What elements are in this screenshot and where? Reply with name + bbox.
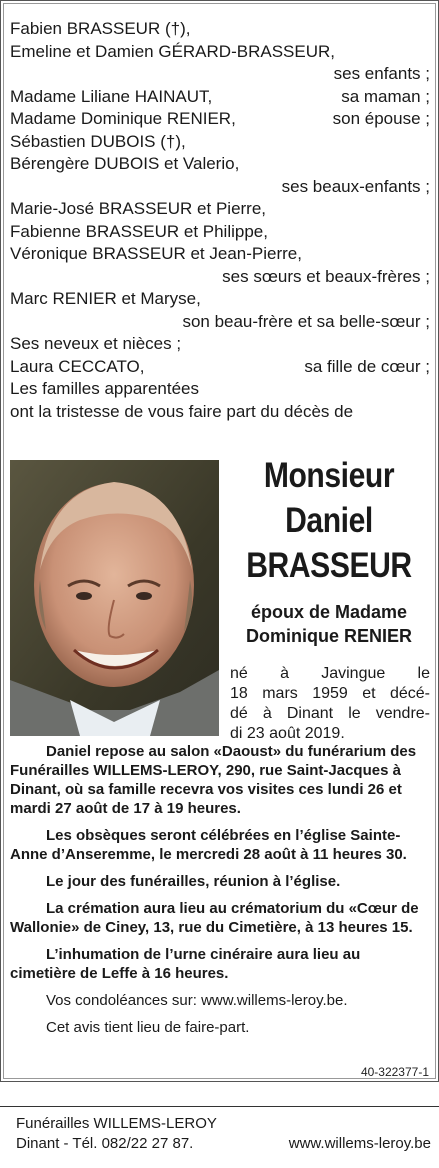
- paragraph-meeting: Le jour des funérailles, réunion à l’église.: [46, 873, 341, 890]
- family-line: ses sœurs et beaux-frères ;: [222, 266, 430, 286]
- family-line: ses beaux-enfants ;: [281, 176, 430, 196]
- footer-website-link[interactable]: www.willems-leroy.be: [288, 1135, 431, 1152]
- family-line: Sébastien DUBOIS (†),: [10, 131, 186, 151]
- family-line: Bérengère DUBOIS et Valerio,: [10, 154, 240, 173]
- family-line: Fabienne BRASSEUR et Philippe,: [10, 221, 268, 241]
- footer-divider: [0, 1106, 439, 1107]
- deceased-title: Monsieur: [263, 456, 395, 495]
- footer-company: Funérailles WILLEMS-LEROY: [16, 1115, 217, 1132]
- family-line: Fabien BRASSEUR (†),: [10, 19, 191, 38]
- family-line: Madame Liliane HAINAUT, sa maman ;: [10, 86, 430, 106]
- portrait-illustration: [10, 460, 219, 736]
- family-line: Madame Dominique RENIER, son épouse ;: [10, 109, 430, 128]
- paragraph-wake: Daniel repose au salon «Daoust» du funérarium des Funérailles WILLEMS-LEROY, 290, rue Saint-Jacques à Dinant, où sa famille recevra vos visites ces lundi 26 et mardi 27 août de 17 à 19 heures.: [10, 743, 417, 817]
- deceased-first-name: Daniel: [285, 501, 373, 540]
- footer: [16, 1114, 431, 1154]
- paragraph-cremation: La crémation aura lieu au crématorium du «Cœur de Wallonie» de Ciney, 13, rue du Cimetière, à 13 heures 15.: [10, 900, 419, 936]
- family-line: Emeline et Damien GÉRARD-BRASSEUR,: [10, 41, 335, 61]
- family-line: Ses neveux et nièces ;: [10, 334, 182, 353]
- portrait-photo: [10, 460, 219, 736]
- family-line: Laura CECCATO, sa fille de cœur ;: [10, 356, 430, 376]
- family-line: Véronique BRASSEUR et Jean-Pierre,: [10, 244, 302, 263]
- paragraph-ceremony: Les obsèques seront célébrées en l’église Sainte-Anne d’Anseremme, le mercredi 28 août à 11 heures 30.: [10, 827, 407, 863]
- family-line: ont la tristesse de vous faire part du décès de: [10, 401, 354, 421]
- funeral-details: [10, 742, 430, 1043]
- deceased-name: [224, 453, 434, 588]
- spouse-info: époux de Madame Dominique RENIER: [245, 602, 412, 646]
- family-line: son beau-frère et sa belle-sœur ;: [182, 311, 430, 331]
- footer-address: Dinant - Tél. 082/22 27 87.: [16, 1135, 194, 1152]
- reference-number: 40-322377-1: [360, 1065, 429, 1079]
- family-list: [10, 18, 430, 423]
- paragraph-notice: Cet avis tient lieu de faire-part.: [46, 1019, 250, 1036]
- paragraph-condolences: Vos condoléances sur: www.willems-leroy.be.: [46, 992, 348, 1009]
- deceased-last-name: BRASSEUR: [246, 546, 412, 585]
- birth-death-info: né à Javingue le 18 mars 1959 et décé- dé à Dinant le vendre- di 23 août 2019.: [230, 665, 430, 742]
- family-line: Marie-José BRASSEUR et Pierre,: [10, 199, 267, 218]
- family-line: ses enfants ;: [333, 64, 430, 83]
- family-line: Les familles apparentées: [10, 379, 200, 398]
- family-line: Marc RENIER et Maryse,: [10, 289, 201, 308]
- paragraph-burial: L’inhumation de l’urne cinéraire aura lieu au cimetière de Leffe à 16 heures.: [10, 946, 361, 982]
